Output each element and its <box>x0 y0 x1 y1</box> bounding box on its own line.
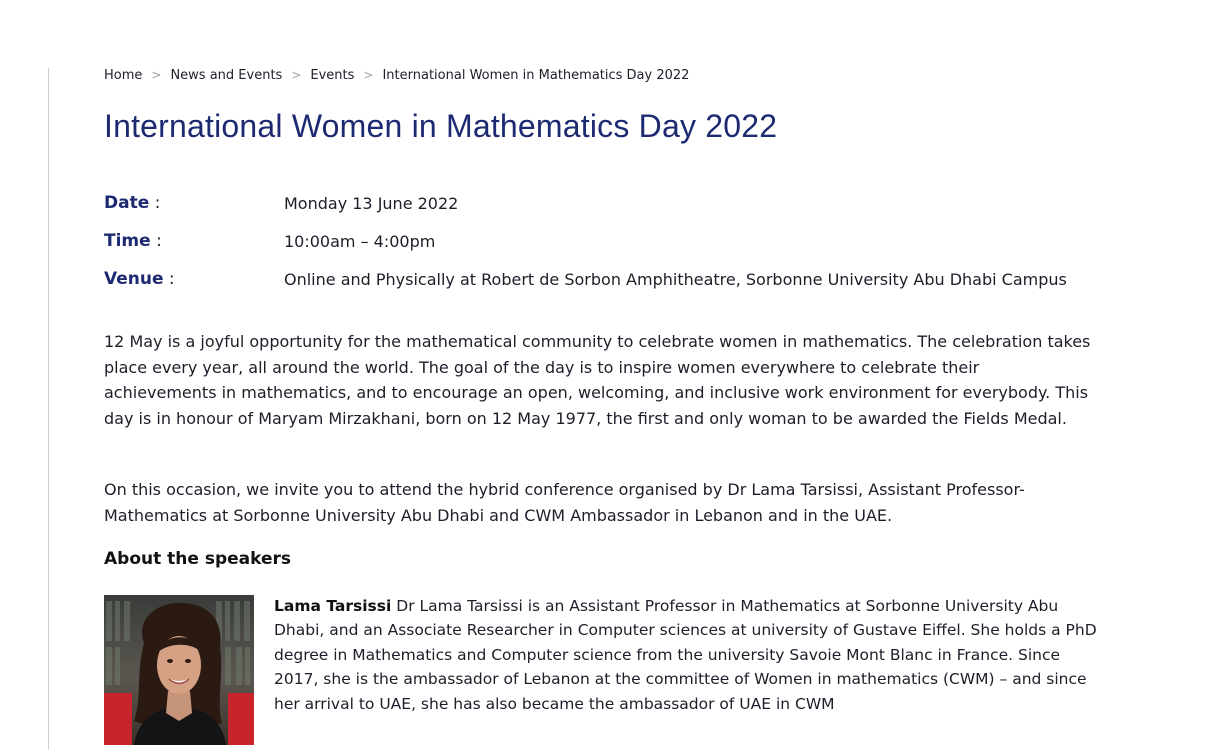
intro-paragraph: 12 May is a joyful opportunity for the mathematical community to celebrate women in mathematics. The celebration takes place every year, all around the world. The goal of the day is to inspire women everywhere to celebrate their achievements in mathematics, and to encourage an open, welcoming, and inclusive work environment for everybody. This day is in honour of Maryam Mirzakhani, born on 12 May 1977, the first and only woman to be awarded the Fields Medal. <box>104 332 1091 428</box>
page-title: International Women in Mathematics Day 2022 <box>104 108 778 144</box>
date-label-text: Date <box>104 193 150 213</box>
speakers-heading: About the speakers <box>104 549 291 569</box>
speaker-name: Lama Tarsissi <box>274 597 392 615</box>
date-label-colon: : <box>154 193 161 213</box>
date-label <box>104 193 160 213</box>
date-value: Monday 13 June 2022 <box>284 194 459 213</box>
breadcrumb-separator: > <box>291 68 302 82</box>
breadcrumb-news-and-events-link[interactable]: News and Events <box>170 68 283 83</box>
time-value: 10:00am – 4:00pm <box>284 232 436 251</box>
time-label-text: Time <box>104 231 151 251</box>
breadcrumb-home-link[interactable]: Home <box>104 68 143 83</box>
speaker-bio-text: Dr Lama Tarsissi is an Assistant Professor in Mathematics at Sorbonne University Abu Dhabi, and an Associate Researcher in Computer sciences at university of Gustave Eiffel. She holds a PhD degree in Mathematics and Computer science from the university Savoie Mont Blanc in France. Since 2017, she is the ambassador of Lebanon at the committee of Women in mathematics (CWM) – and since her arrival to UAE, she has also became the ambassador of UAE in CWM <box>274 597 1097 713</box>
venue-label-text: Venue <box>104 269 164 289</box>
time-label <box>104 231 162 251</box>
time-label-colon: : <box>156 231 162 251</box>
speaker-bio <box>274 594 1104 716</box>
breadcrumb-separator: > <box>363 68 374 82</box>
venue-value: Online and Physically at Robert de Sorbon Amphitheatre, Sorbonne University Abu Dhabi Campus <box>284 270 1067 289</box>
breadcrumb-current-page: International Women in Mathematics Day 2022 <box>382 68 690 83</box>
left-vertical-rule <box>48 68 49 750</box>
invitation-paragraph: On this occasion, we invite you to attend the hybrid conference organised by Dr Lama Tarsissi, Assistant Professor-Mathematics at Sorbonne University Abu Dhabi and CWM Ambassador in Lebanon and in the UAE. <box>104 480 1025 525</box>
venue-label <box>104 269 175 289</box>
breadcrumb-events-link[interactable]: Events <box>310 68 355 83</box>
speaker-photo <box>104 595 254 745</box>
venue-label-colon: : <box>168 269 175 289</box>
breadcrumb-separator: > <box>151 68 162 82</box>
breadcrumb <box>104 68 689 83</box>
